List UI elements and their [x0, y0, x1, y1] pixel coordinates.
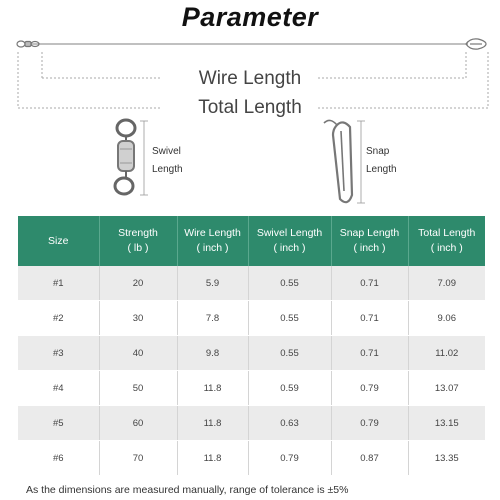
hardware-diagram — [0, 115, 500, 215]
table-cell: 0.79 — [248, 441, 331, 476]
snap-label-line2: Length — [366, 164, 397, 175]
table-row — [18, 441, 485, 476]
header-size-label: Size — [48, 234, 69, 247]
table-row — [18, 301, 485, 336]
table-cell: 40 — [99, 336, 177, 371]
table-cell: 11.02 — [408, 336, 485, 371]
table-cell: 0.55 — [248, 301, 331, 336]
table-cell: 11.8 — [177, 406, 248, 441]
swivel-label-line2: Length — [152, 164, 183, 175]
snap-label-line1: Snap — [366, 146, 390, 157]
table-cell: 7.09 — [408, 266, 485, 301]
total-length-label: Total Length — [198, 97, 302, 118]
header-swivel-length — [248, 216, 331, 266]
table-cell: 13.35 — [408, 441, 485, 476]
table-cell: 0.79 — [331, 371, 408, 406]
table-cell: 0.55 — [248, 336, 331, 371]
table-cell: 13.15 — [408, 406, 485, 441]
header-snap-length-unit: ( inch ) — [353, 242, 386, 254]
table-cell: 0.55 — [248, 266, 331, 301]
table-row — [18, 336, 485, 371]
page-title: Parameter — [181, 2, 319, 32]
swivel-icon — [115, 120, 135, 194]
table-cell: 0.87 — [331, 441, 408, 476]
tolerance-note: As the dimensions are measured manually, range of tolerance is ±5% — [26, 484, 349, 496]
table-cell: 70 — [99, 441, 177, 476]
header-total-length-label: Total Length — [418, 227, 476, 239]
header-swivel-length-label: Swivel Length — [256, 227, 323, 239]
parameter-table — [18, 216, 485, 476]
table-cell: #4 — [18, 371, 99, 406]
header-swivel-length-unit: ( inch ) — [273, 242, 306, 254]
table-cell: 20 — [99, 266, 177, 301]
table-cell: 0.71 — [331, 266, 408, 301]
table-cell: 11.8 — [177, 371, 248, 406]
table-row — [18, 406, 485, 441]
table-cell: 0.59 — [248, 371, 331, 406]
header-strength — [99, 216, 177, 266]
header-snap-length — [331, 216, 408, 266]
swivel-length-label — [152, 143, 202, 179]
table-cell: 0.71 — [331, 301, 408, 336]
header-strength-label: Strength — [118, 227, 158, 239]
table-cell: 50 — [99, 371, 177, 406]
swivel-dimension-icon — [140, 121, 148, 195]
wire-length-label: Wire Length — [198, 68, 302, 89]
header-wire-length-unit: ( inch ) — [196, 242, 229, 254]
table-header-row — [18, 216, 485, 266]
table-cell: #1 — [18, 266, 99, 301]
table-cell: 0.79 — [331, 406, 408, 441]
table-cell: 11.8 — [177, 441, 248, 476]
table-cell: 60 — [99, 406, 177, 441]
table-cell: #6 — [18, 441, 99, 476]
header-wire-length — [177, 216, 248, 266]
table-cell: #2 — [18, 301, 99, 336]
table-cell: 9.06 — [408, 301, 485, 336]
table-cell: #3 — [18, 336, 99, 371]
table-cell: 9.8 — [177, 336, 248, 371]
snap-dimension-icon — [357, 121, 365, 203]
header-snap-length-label: Snap Length — [339, 227, 400, 239]
table-row — [18, 371, 485, 406]
header-total-length-unit: ( inch ) — [430, 242, 463, 254]
table-row — [18, 266, 485, 301]
swivel-label-line1: Swivel — [152, 146, 181, 157]
header-total-length — [408, 216, 485, 266]
table-cell: #5 — [18, 406, 99, 441]
table-cell: 0.71 — [331, 336, 408, 371]
snap-icon — [324, 120, 352, 202]
table-cell: 7.8 — [177, 301, 248, 336]
table-cell: 30 — [99, 301, 177, 336]
table-cell: 0.63 — [248, 406, 331, 441]
snap-length-label — [366, 143, 416, 179]
header-wire-length-label: Wire Length — [184, 227, 241, 239]
table-cell: 5.9 — [177, 266, 248, 301]
table-cell: 13.07 — [408, 371, 485, 406]
header-strength-unit: ( lb ) — [127, 242, 149, 254]
header-size — [18, 216, 99, 266]
right-snap-icon — [466, 39, 486, 49]
